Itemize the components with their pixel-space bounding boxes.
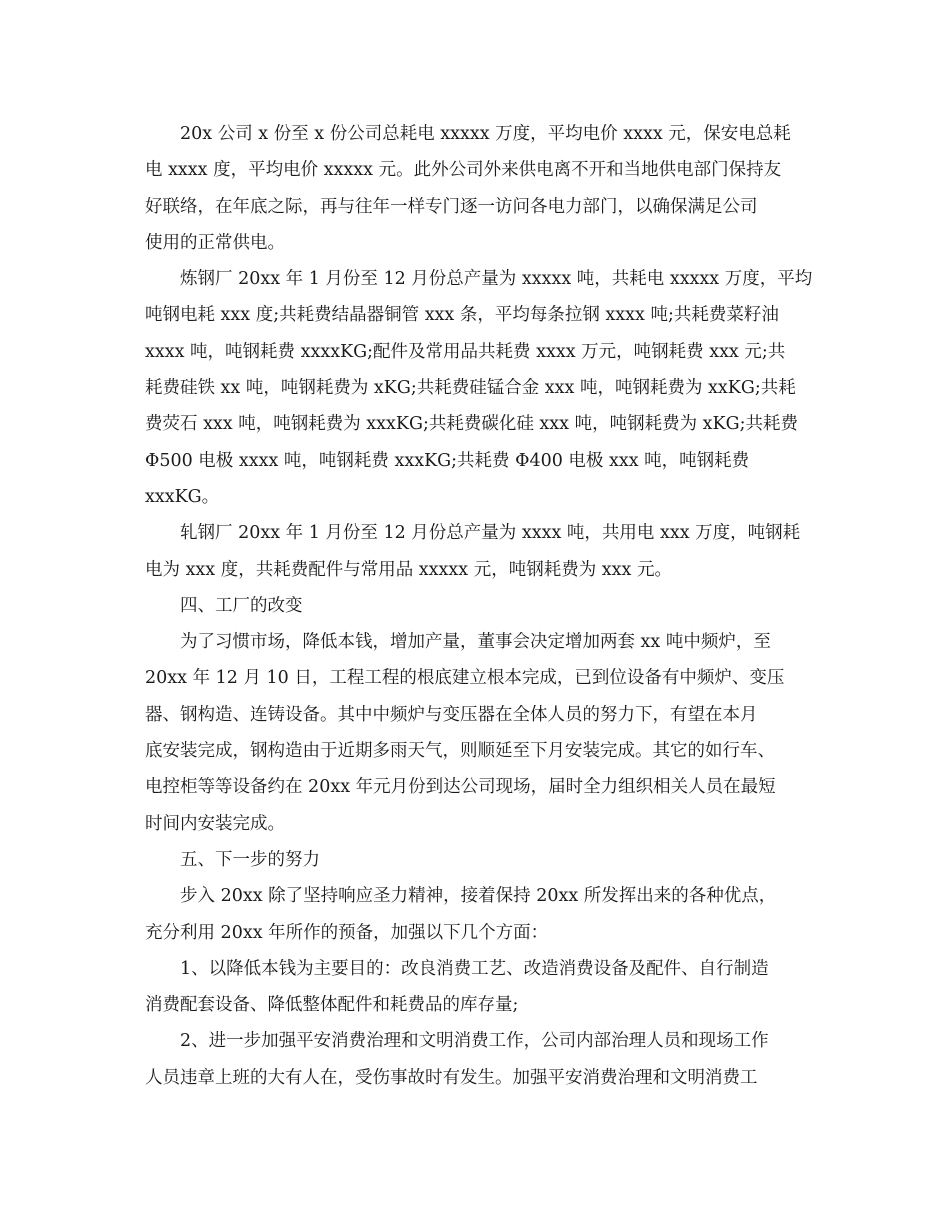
paragraph-1-line-3: 好联络，在年底之际，再与往年一样专门逐一访问各电力部门，以确保满足公司 xyxy=(145,196,758,217)
paragraph-1-line-1: 20x 公司 x 份至 x 份公司总耗电 xxxxx 万度，平均电价 xxxx 元，保安电总耗 xyxy=(180,124,791,144)
section-heading-factory-changes: 四、工厂的改变 xyxy=(180,595,303,616)
paragraph-5-line-5: 电控柜等等设备约在 20xx 年元月份到达公司现场，届时全力组织相关人员在最短 xyxy=(145,777,776,798)
paragraph-7-line-1: 步入 20xx 除了坚持响应圣力精神，接着保持 20xx 所发挥出来的各种优点， xyxy=(180,886,777,907)
list-item-1-line-1: 1、以降低本钱为主要目的：改良消费工艺、改造消费设备及配件、自行制造 xyxy=(180,958,769,979)
paragraph-5-line-6: 时间内安装完成。 xyxy=(145,813,285,834)
paragraph-2-line-4: 耗费硅铁 xx 吨，吨钢耗费为 xKG;共耗费硅锰合金 xxx 吨，吨钢耗费为 xxKG;共耗 xyxy=(145,378,796,399)
paragraph-5-line-1: 为了习惯市场，降低本钱，增加产量，董事会决定增加两套 xx 吨中频炉，至 xyxy=(180,632,771,653)
paragraph-1-line-4: 使用的正常供电。 xyxy=(145,232,285,253)
paragraph-5-line-2: 20xx 年 12 月 10 日，工程工程的根底建立根本完成，已到位设备有中频炉、变压 xyxy=(145,668,785,689)
paragraph-2-line-6: Φ500 电极 xxxx 吨，吨钢耗费 xxxKG;共耗费 Φ400 电极 xxx 吨，吨钢耗费 xyxy=(145,450,750,471)
list-item-2-line-2: 人员违章上班的大有人在，受伤事故时有发生。加强平安消费治理和文明消费工 xyxy=(145,1067,758,1088)
paragraph-2-line-2: 吨钢电耗 xxx 度;共耗费结晶器铜管 xxx 条，平均每条拉钢 xxxx 吨;共耗费菜籽油 xyxy=(145,305,779,326)
paragraph-2-line-5: 费荧石 xxx 吨，吨钢耗费为 xxxKG;共耗费碳化硅 xxx 吨，吨钢耗费为 xKG;共耗费 xyxy=(145,414,798,435)
paragraph-1-line-2: 电 xxxx 度，平均电价 xxxxx 元。此外公司外来供电离不开和当地供电部门保持友 xyxy=(145,160,782,181)
paragraph-5-line-3: 器、钢构造、连铸设备。其中中频炉与变压器在全体人员的努力下，有望在本月 xyxy=(145,704,758,725)
paragraph-2-line-7: xxxKG。 xyxy=(145,486,220,507)
paragraph-3-line-1: 轧钢厂 20xx 年 1 月份至 12 月份总产量为 xxxx 吨，共用电 xxx 万度，吨钢耗 xyxy=(180,523,801,544)
list-item-2-line-1: 2、进一步加强平安消费治理和文明消费工作，公司内部治理人员和现场工作 xyxy=(180,1031,769,1052)
paragraph-7-line-2: 充分利用 20xx 年所作的预备，加强以下几个方面： xyxy=(145,922,549,943)
paragraph-5-line-4: 底安装完成，钢构造由于近期多雨天气，则顺延至下月安装完成。其它的如行车、 xyxy=(145,741,775,762)
paragraph-3-line-2: 电为 xxx 度，共耗费配件与常用品 xxxxx 元，吨钢耗费为 xxx 元。 xyxy=(145,559,672,580)
list-item-1-line-2: 消费配套设备、降低整体配件和耗费品的库存量; xyxy=(145,995,519,1016)
paragraph-2-line-1: 炼钢厂 20xx 年 1 月份至 12 月份总产量为 xxxxx 吨，共耗电 xxxxx 万度，平均 xyxy=(180,269,813,290)
paragraph-2-line-3: xxxx 吨，吨钢耗费 xxxxKG;配件及常用品共耗费 xxxx 万元，吨钢耗费 xxx 元;共 xyxy=(145,341,786,362)
section-heading-next-steps: 五、下一步的努力 xyxy=(180,849,320,870)
document-body xyxy=(145,116,815,1096)
